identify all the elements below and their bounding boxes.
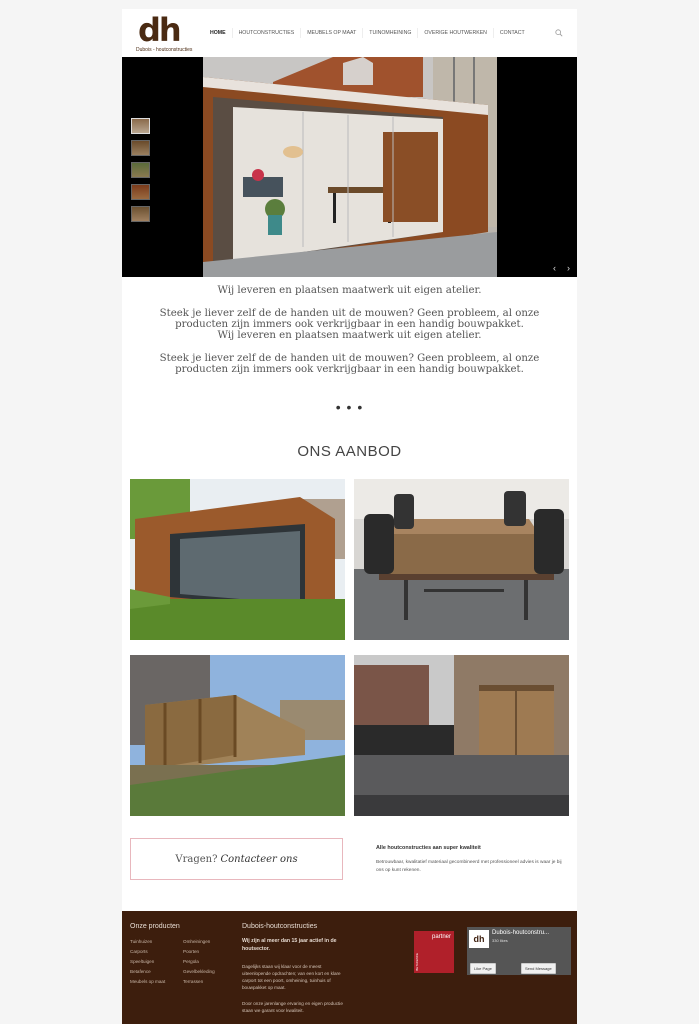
fb-like-button[interactable]: Like Page xyxy=(470,963,496,974)
section-title: ONS AANBOD xyxy=(297,443,402,460)
partner-side-label: BETAFENCE xyxy=(415,953,419,971)
footer-company-text: Door onze jarenlange ervaring en eigen productie staan we garant voor kwaliteit. xyxy=(242,1001,343,1013)
slider-thumb[interactable] xyxy=(131,162,150,178)
fb-send-message-button[interactable]: Send Message xyxy=(521,963,556,974)
slider-prev-arrow[interactable]: ‹ xyxy=(553,263,556,273)
fb-page-logo: dh xyxy=(469,930,489,948)
cta-link[interactable]: Contacteer ons xyxy=(220,853,298,865)
nav-houtconstructies[interactable]: HOUTCONSTRUCTIES xyxy=(233,28,302,38)
product-tile-tuinomheining[interactable] xyxy=(130,655,345,816)
intro-line: Wij leveren en plaatsen maatwerk uit eigen atelier. xyxy=(217,330,482,341)
footer-link[interactable]: Omheiningen xyxy=(183,939,211,944)
logo-subtitle: Dubois - houtconstructies xyxy=(136,47,193,53)
site-header xyxy=(122,9,577,57)
intro-text xyxy=(122,285,577,375)
hero-slider[interactable] xyxy=(122,57,577,277)
nav-home[interactable]: HOME xyxy=(204,28,233,38)
footer-company-text: Dagelijks staan wij klaar voor de meest uiteenlopende opdrachten; van een kort en klare carport tot een poort, omheining, tuinhuis of bouwpakket op maat. xyxy=(242,964,341,990)
betafence-partner-badge[interactable] xyxy=(414,931,454,973)
separator-dots: • • • xyxy=(335,399,364,415)
hero-slide-image xyxy=(203,57,497,277)
quality-title: Alle houtconstructies aan super kwaliteit xyxy=(376,845,481,851)
partner-label: partner xyxy=(431,934,451,940)
search-icon[interactable] xyxy=(555,29,563,37)
intro-line: Steek je liever zelf de de handen uit de mouwen? Geen probleem, al onze producten zijn immers ook verkrijgbaar in een handig bouwpakket. xyxy=(159,308,540,330)
quality-text: Betrouwbaar, kwalitatief materiaal gecombineerd met professioneel advies is waar je bij ons op kunt rekenen. xyxy=(376,860,562,873)
footer-link[interactable]: Poorten xyxy=(183,949,200,954)
footer-link[interactable]: Tuinhuizen xyxy=(130,939,153,944)
slider-thumb[interactable] xyxy=(131,184,150,200)
slider-next-arrow[interactable]: › xyxy=(567,263,570,273)
slider-thumb[interactable] xyxy=(131,118,150,134)
nav-overige-houtwerken[interactable]: OVERIGE HOUTWERKEN xyxy=(418,28,494,38)
slider-thumb[interactable] xyxy=(131,206,150,222)
fb-page-likes: 330 likes xyxy=(492,938,508,943)
main-nav xyxy=(204,9,531,57)
footer-link[interactable]: Pergola xyxy=(183,959,199,964)
nav-meubels-op-maat[interactable]: MEUBELS OP MAAT xyxy=(301,28,363,38)
site-footer xyxy=(122,911,577,1024)
footer-link[interactable]: Gevelbekleding xyxy=(183,969,215,974)
page-container xyxy=(122,9,577,1024)
footer-products-title: Onze producten xyxy=(130,923,180,930)
logo-letters: dh xyxy=(138,11,180,49)
site-logo[interactable] xyxy=(136,11,196,55)
footer-company-title: Dubois-houtconstructies xyxy=(242,923,318,930)
footer-company-lead: Wij zijn al meer dan 15 jaar actief in de houtsector. xyxy=(242,938,337,952)
slider-thumbnails xyxy=(131,118,150,228)
product-tile-meubels[interactable] xyxy=(354,479,569,640)
facebook-widget[interactable] xyxy=(467,927,571,975)
nav-contact[interactable]: CONTACT xyxy=(499,30,525,36)
footer-link[interactable]: Meubels op maat xyxy=(130,979,166,984)
footer-link[interactable]: Terrassen xyxy=(183,979,204,984)
cta-prefix: Vragen? xyxy=(175,853,218,865)
slider-thumb[interactable] xyxy=(131,140,150,156)
footer-link[interactable]: Betafence xyxy=(130,969,151,974)
product-tile-houtconstructie[interactable] xyxy=(130,479,345,640)
footer-link[interactable]: Speeltuigen xyxy=(130,959,155,964)
fb-page-name[interactable]: Dubois-houtconstru... xyxy=(492,930,550,936)
intro-line: Wij leveren en plaatsen maatwerk uit eigen atelier. xyxy=(217,285,482,296)
footer-link[interactable]: Carports xyxy=(130,949,148,954)
nav-tuinomheining[interactable]: TUINOMHEINING xyxy=(363,28,418,38)
product-tile-overige[interactable] xyxy=(354,655,569,816)
contact-cta[interactable] xyxy=(130,838,343,880)
intro-line: Steek je liever zelf de de handen uit de mouwen? Geen probleem, al onze producten zijn immers ook verkrijgbaar in een handig bouwpakket. xyxy=(159,353,540,375)
